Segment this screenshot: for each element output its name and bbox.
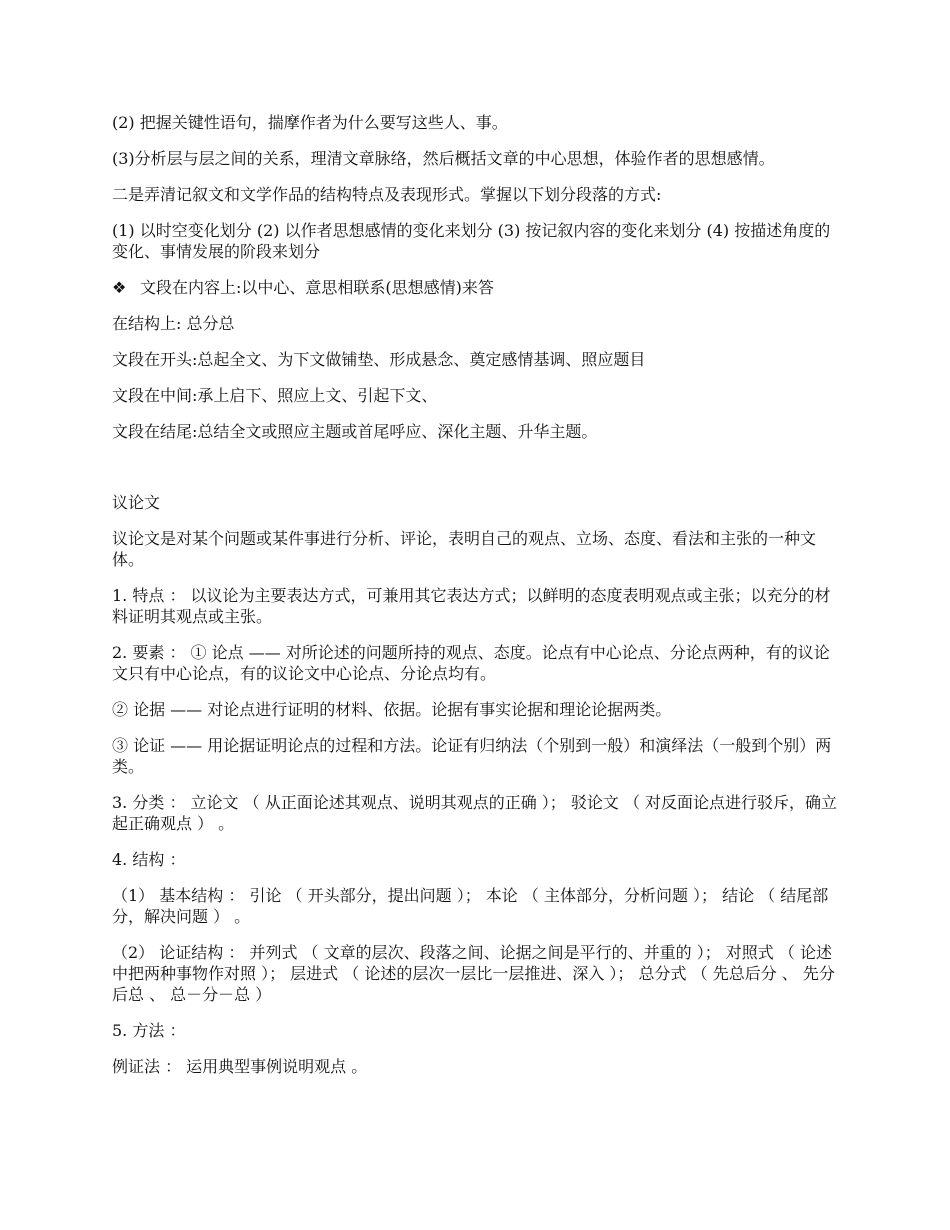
structure-line: 在结构上: 总分总 <box>112 314 235 333</box>
paragraph: ③ 论证 —— 用论据证明论点的过程和方法。论证有归纳法（个别到一般）和演绎法（一般到个别）两类。 <box>112 736 832 776</box>
paragraph: 二是弄清记叙文和文学作品的结构特点及表现形式。掌握以下划分段落的方式: <box>112 185 662 204</box>
paragraph: 2. 要素 ： ① 论点 —— 对所论述的问题所持的观点、态度。论点有中心论点、分论点两种，有的议论文只有中心论点，有的议论文中心论点、分论点均有。 <box>112 643 830 683</box>
paragraph: 5. 方法 ： <box>112 1021 186 1040</box>
paragraph: (2) 把握关键性语句，揣摩作者为什么要写这些人、事。 <box>112 113 508 132</box>
paragraph: (1) 以时空变化划分 (2) 以作者思想感情的变化来划分 (3) 按记叙内容的变化来划分 (4) 按描述角度的变化、事情发展的阶段来划分 <box>112 221 831 261</box>
structure-line: 文段在开头:总起全文、为下文做铺垫、形成悬念、奠定感情基调、照应题目 <box>112 350 646 369</box>
paragraph: 4. 结构 ： <box>112 850 186 869</box>
paragraph: （2） 论证结构 ： 并列式 （ 文章的层次、段落之间、论据之间是平行的、并重的 ）； 对照式 （ 论述中把两种事物作对照 ）； 层进式 （ 论述的层次一层比一层推进、深入 ）； 总分式 （ 先总后分 、 先分后总 、 总－分－总 ） <box>112 943 835 1004</box>
paragraph: ② 论据 —— 对论点进行证明的材料、依据。论据有事实论据和理论论据两类。 <box>112 700 672 719</box>
paragraph: 1. 特点 ： 以议论为主要表达方式，可兼用其它表达方式；以鲜明的态度表明观点或主张；以充分的材料证明其观点或主张。 <box>112 586 831 626</box>
paragraph: 3. 分类 ： 立论文 （ 从正面论述其观点、说明其观点的正确 ）； 驳论文 （ 对反面论点进行驳斥，确立起正确观点 ） 。 <box>112 793 838 833</box>
bullet-text: 文段在内容上:以中心、意思相联系(思想感情)来答 <box>140 278 494 297</box>
bullet-item <box>112 277 840 298</box>
diamond-bullet-icon: ❖ <box>112 278 127 297</box>
structure-line: 文段在中间:承上启下、照应上文、引起下文、 <box>112 386 438 405</box>
paragraph: 例证法 ： 运用典型事例说明观点 。 <box>112 1057 368 1076</box>
paragraph: (3)分析层与层之间的关系，理清文章脉络，然后概括文章的中心思想，体验作者的思想感情。 <box>112 149 775 168</box>
structure-line: 文段在结尾:总结全文或照应主题或首尾呼应、深化主题、升华主题。 <box>112 422 598 441</box>
section-spacer <box>112 457 840 492</box>
document-page <box>112 112 840 1092</box>
paragraph: （1） 基本结构 ： 引论 （ 开头部分，提出问题 ）； 本论 （ 主体部分，分析问题 ）； 结论 （ 结尾部分，解决问题 ） 。 <box>112 886 829 926</box>
paragraph: 议论文是对某个问题或某件事进行分析、评论，表明自己的观点、立场、态度、看法和主张的一种文体。 <box>112 529 817 569</box>
section-title: 议论文 <box>112 493 161 512</box>
